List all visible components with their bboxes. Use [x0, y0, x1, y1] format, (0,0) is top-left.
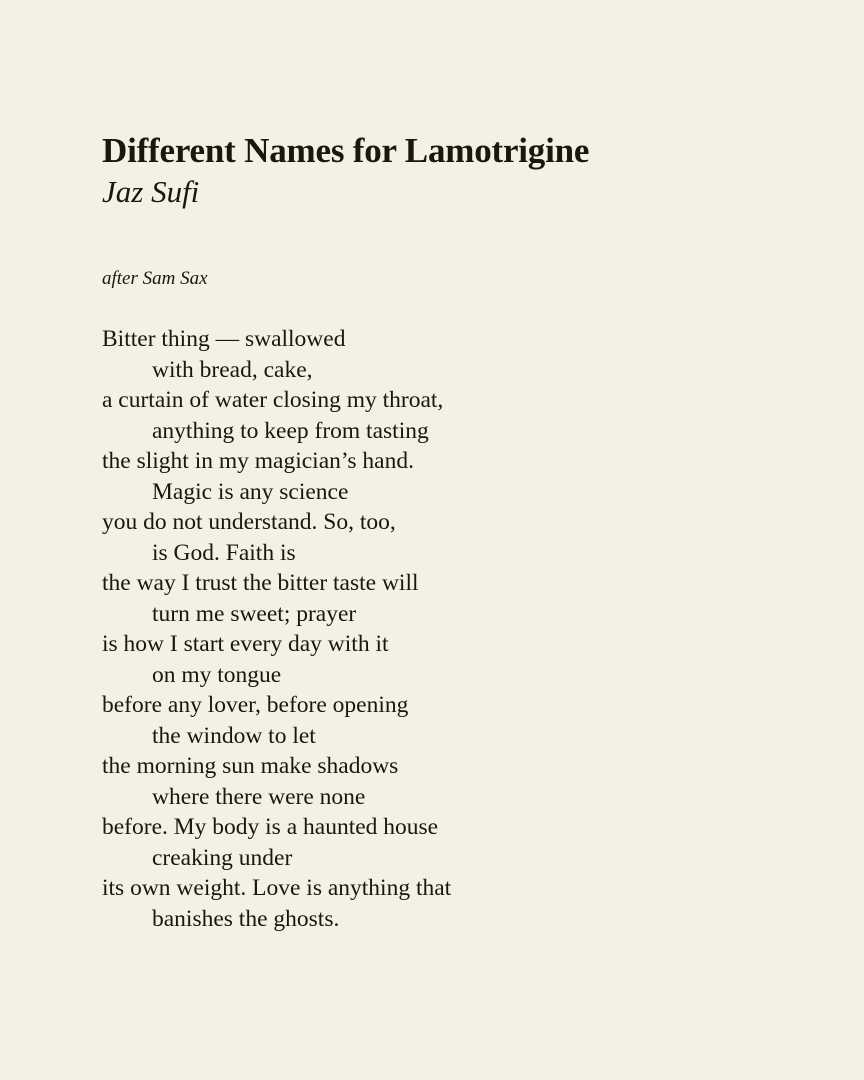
poem-line: before any lover, before opening: [102, 692, 409, 719]
page-title: Different Names for Lamotrigine: [102, 131, 590, 170]
poem-line: you do not understand. So, too,: [102, 509, 396, 536]
poem-dedication: after Sam Sax: [102, 268, 208, 290]
poem-line: its own weight. Love is anything that: [102, 875, 452, 902]
poem-line: is God. Faith is: [152, 539, 296, 566]
poem-line: with bread, cake,: [152, 356, 313, 383]
poem-line: the window to let: [152, 722, 316, 749]
poem-line: the morning sun make shadows: [102, 753, 399, 780]
poem-line: is how I start every day with it: [102, 631, 389, 658]
poem-line: the slight in my magician’s hand.: [102, 448, 414, 475]
poem-body: [102, 324, 764, 934]
poem-author: Jaz Sufi: [102, 174, 200, 210]
poem-line: creaking under: [152, 844, 293, 871]
poem-line: on my tongue: [152, 661, 282, 688]
poem-line: before. My body is a haunted house: [102, 814, 439, 841]
poem-line: anything to keep from tasting: [152, 417, 429, 444]
poem-line: Bitter thing — swallowed: [102, 326, 346, 353]
poem-line: banishes the ghosts.: [152, 905, 340, 932]
poem-line: the way I trust the bitter taste will: [102, 570, 419, 597]
poem-line: turn me sweet; prayer: [152, 600, 357, 627]
poem-line: where there were none: [152, 783, 366, 810]
poem-line: a curtain of water closing my throat,: [102, 387, 444, 414]
poem-line: Magic is any science: [152, 478, 349, 505]
